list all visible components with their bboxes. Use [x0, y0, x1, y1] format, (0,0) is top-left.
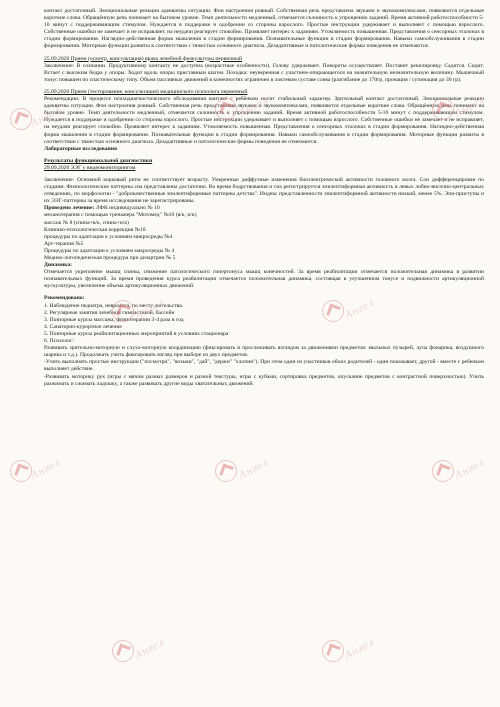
dynamics-heading: Динамика: [44, 262, 73, 269]
watermark-logo [215, 98, 237, 120]
recommendation-item: 2. Регулярные занятия лечебной гимнастикой, бассейн [44, 309, 175, 316]
psych-recommendation: -Учить выполнять простые инструкции ("посмотри", "возьми", "дай", "держи" "хлопни"). При этом один из участников обоих родителей - один показывает, другой - вместе с ребенком выполняет действие. [44, 359, 484, 373]
watermark-text: Ангел [343, 297, 377, 322]
watermark-logo [112, 300, 134, 322]
watermark-logo [322, 300, 344, 322]
func-heading: Результаты функциональной диагностики [44, 157, 153, 164]
watermark-logo [112, 640, 134, 662]
lfk-heading: 25.09.2020 Прием (осмотр, консультация) врача лечебной физкультуры первичный [44, 55, 242, 62]
treatment-item: процедуры по адаптации к условиям микросреды №4 [44, 233, 173, 240]
watermark-logo [322, 640, 344, 662]
watermark-logo [432, 98, 454, 120]
treatment-item: ЛФК индивидуально № 10 [95, 205, 160, 212]
watermark-text: Ангел [29, 457, 63, 482]
treatment-heading: Проведено лечение: [44, 205, 95, 212]
watermark-text: Ангел [237, 95, 271, 120]
watermark-logo [215, 460, 237, 482]
lfk-conclusion: Заключение: В сознании. Продуктивному контакту не доступна (возрастные особенности). Голову удерживает. Повороты осуществляет. Поставит рекилировку. Садится. Сидит. Встает с высоким бедра у опоры. Ходит вдоль опоры приставным шагом. Походка: неуверенная с участием-опирающегося на значительную незначительную величину. Мышечный тонус повышен по спастическому типу. Объем пассивных движений в конечностях ограничен в локтевом суставе слева (разгибание до 170гр, пронация / супинация до 30 гр). [44, 62, 484, 83]
psych-recommendation: Развивать зрительно-моторную и слухо-моторную координацию (фиксировать и прослеживать взглядом за движениями предметов: мыльных пузырей, луча фонарика, воздушного шарика и т.д.). Продолжать учить фиксировать взгляд при выборе из двух предметов. [44, 345, 484, 359]
recommendation-item: 4. Санаторно-курортное лечение [44, 323, 122, 330]
treatment-item: массаж № 8 (спина+в/к, спина+н/к) [44, 219, 129, 226]
recommendation-item: 6. Психолог: [44, 338, 74, 345]
recommendation-item: 1. Наблюдение педиатра, невролога, по месту жительства. [44, 302, 184, 309]
dynamics-text: Отмечается укрепление мышц спины, снижение патологического гипертонуса мышц конечностей. За время реабилитации отмечается положительная динамика в развитии познавательных функций. За время проведения курса реабилитации отмечается положительная динамика, состоящая в улучшенном тонусе и подвижности артикуляционной мускулатуры, увеличение объема артикуляционных движений. [44, 269, 484, 290]
treatment-item: Клинико-психологическая коррекция №10 [44, 226, 146, 233]
watermark-text: Ангел [133, 637, 167, 662]
paragraph-intro: контакт достаточный. Эмоциональные реакции адекватны ситуации. Фон настроения ровный. Собственная речь представлена звуками и звукокомплексами, появляются отдельные короткие слова. Обращённую речь понимает на бытовом уровне. Темп деятельности медленный, отмечается склонность к упрощению заданий. Время активной работоспособности 5-10 минут с поддерживающим стимулом. Нуждается в поддержке и одобрении со стороны взрослого. Простые инструкции удерживает и выполняет с помощью взрослого. Собственные ошибки не замечает и не исправляет, на неудачи реагирует спокойно. Проявляет интерес к заданиям. Утомляемость повышенная. Представления о сенсорных эталонах в стадии формирования. Наглядно-действенная форма мышления в стадии формирования. Познавательные функции в стадии формирования. Навыки самообслуживания в стадии формирования. Моторные функции развиты в соответствии с тяжестью основного диагноза. Дезадаптивные и патологические формы поведения не отмечаются. [44, 8, 484, 50]
psych-recommendation: -Развивать моторику рук (игры с мячом разных размеров и разной текстуры, игры с кубами, сортировка предметов, опускание предметов с контрастной поверхностью). Учить разжимать и сжимать ладошку, а также развивать другие виды хватательных движений. [44, 373, 484, 387]
eeg-conclusion: Заключение: Основной корковый ритм не соответствует возрасту. Умеренные диффузные изменения биоэлектрической активности головного мозга. Сон дифференцирован по стадиям. Физиологические паттерны сна представлены достаточно. Во время бодрствования и сна регистрируется эпилептиформная активность в левых лобно-височно-центральных отведениях, по морфологии - "доброкачественные эпилептиформные паттерны детства". Индекс представленности эпилептиформной активности низкий, менее 5%. Эпи-приступы и их ЭЭГ-паттерны за время исследования не зарегистрированы. [44, 176, 484, 205]
treatment-item: Процедуры по адаптации к условиям макросреды № 4 [44, 247, 175, 254]
recommendation-item: 3. Повторные курсы массажа, физиотерапии 3-4 раза в год [44, 316, 184, 323]
watermark-text: Ангел [29, 105, 63, 130]
watermark-text: Ангел [453, 457, 487, 482]
func-date: 29.09.2020 ЭЭГ у видеомониторингом [44, 164, 136, 171]
recommendations-heading: Рекомендовано: [44, 295, 85, 302]
document-page [44, 8, 487, 388]
watermark-text: Ангел [343, 637, 377, 662]
watermark-text: Ангел [237, 457, 271, 482]
watermark-text: Ангел [133, 297, 167, 322]
treatment-item: Медико-логопедическая процедура при дизартрии № 5 [44, 255, 176, 261]
watermark-logo [432, 460, 454, 482]
psych-heading: 25.09.2020 Прием (тестирование, консультация) медицинского психолога первичный [44, 88, 248, 95]
psych-conclusion: Рекомендации: В процессе психодиагностического обследования контакт с ребёнком носит стабильный характер. Зрительный контакт достаточный. Эмоциональные реакции адекватны ситуации. Фон настроения ровный. Собственная речь представлена звуками и звукокомплексами, появляются отдельные короткие слова. Обращённую речь понимает на бытовом уровне. Темп деятельности медленный, отмечается склонность к упрощению заданий. Время активной работоспособности 5-10 минут с поддерживающим стимулом. Нуждается в поддержке и одобрении со стороны взрослого. Простые инструкции удерживает и выполняет с помощью взрослого. Собственные ошибки не замечает и не исправляет, на неудачи реагирует спокойно. Проявляет интерес к заданиям. Утомляемость повышенная. Представления о сенсорных эталонах в стадии формирования. Наглядно-действенная форма мышления в стадии формирования. Познавательные функции в стадии формирования. Навыки самообслуживания в стадии формирования. Моторные функции развиты в соответствии с тяжестью основного диагноза. Дезадаптивные и патологические формы поведения не отмечаются. [44, 96, 484, 145]
recommendation-item: 5. Повторные курсы реабилитационных мероприятий в условиях стационара [44, 330, 229, 337]
lab-heading: Лабораторные исследования [44, 145, 118, 152]
treatment-item: Арт-терапия №5 [44, 240, 84, 247]
treatment-item: механотерапия с помощью тренажера "Мотомед" №10 (в/к, н/к) [44, 212, 197, 219]
watermark-text: Ангел [453, 95, 487, 120]
